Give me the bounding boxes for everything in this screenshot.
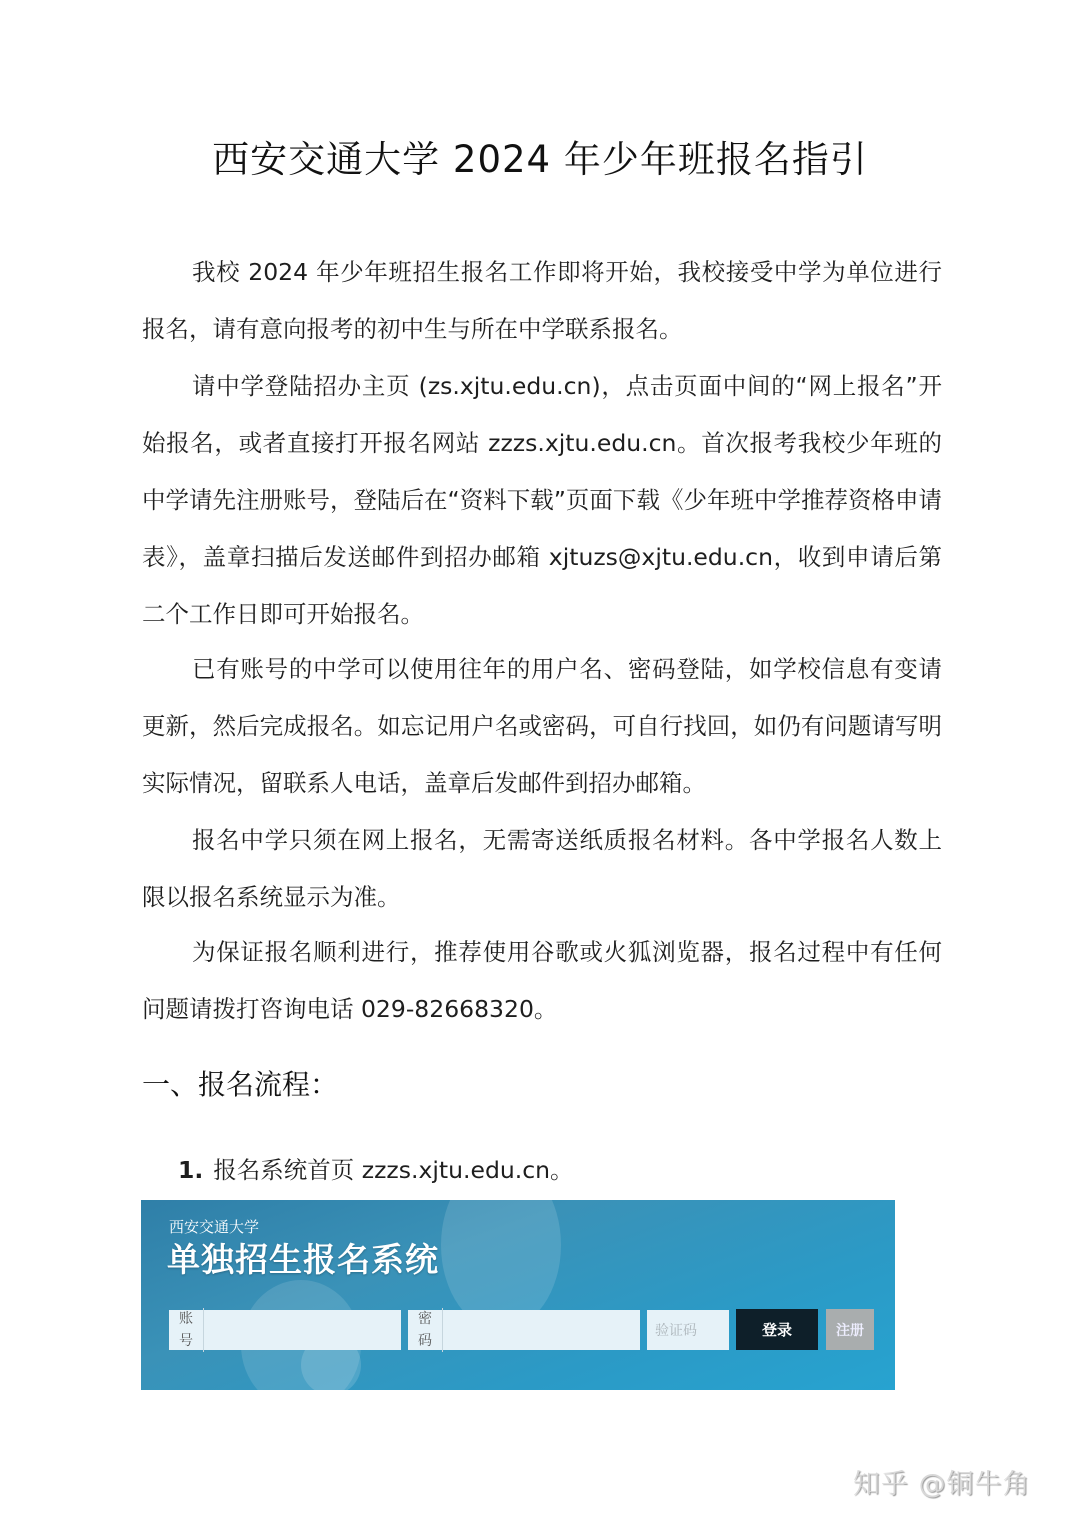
watermark: 知乎 @铜牛角	[853, 1469, 1031, 1500]
account-label: 账号	[169, 1308, 204, 1352]
paragraph-text: 报名中学只须在网上报名，无需寄送纸质报名材料。各中学报名人数上限以报名系统显示为准。	[142, 826, 942, 911]
system-name: 单独招生报名系统	[167, 1240, 439, 1279]
paragraph-instructions	[142, 358, 942, 643]
login-banner-screenshot	[141, 1200, 895, 1390]
password-input[interactable]	[443, 1310, 640, 1350]
account-field[interactable]	[169, 1310, 401, 1350]
step-item	[178, 1145, 574, 1195]
paragraph-intro	[142, 244, 942, 358]
paragraph-text: 为保证报名顺利进行，推荐使用谷歌或火狐浏览器，报名过程中有任何问题请拨打咨询电话 029-82668320。	[142, 938, 942, 1023]
password-label: 密码	[408, 1308, 443, 1352]
captcha-field[interactable]	[647, 1310, 729, 1350]
section-heading: 一、报名流程：	[142, 1068, 339, 1101]
paragraph-browser-contact	[142, 924, 942, 1038]
paragraph-online-only	[142, 812, 942, 926]
paragraph-existing-accounts	[142, 641, 942, 812]
university-name: 西安交通大学	[169, 1218, 260, 1236]
step-number: 1.	[178, 1156, 204, 1184]
password-field[interactable]	[408, 1310, 640, 1350]
paragraph-text: 我校 2024 年少年班招生报名工作即将开始，我校接受中学为单位进行报名，请有意向报考的初中生与所在中学联系报名。	[142, 258, 942, 343]
account-input[interactable]	[204, 1310, 401, 1350]
paragraph-text: 已有账号的中学可以使用往年的用户名、密码登陆，如学校信息有变请更新，然后完成报名。如忘记用户名或密码，可自行找回，如仍有问题请写明实际情况，留联系人电话，盖章后发邮件到招办邮箱。	[142, 655, 942, 797]
paragraph-text: 请中学登陆招办主页 (zs.xjtu.edu.cn)，点击页面中间的“网上报名”开始报名，或者直接打开报名网站 zzzs.xjtu.edu.cn。首次报考我校少年班的中学请先注册账号，登陆后在“资料下载”页面下载《少年班中学推荐资格申请表》，盖章扫描后发送邮件到招办邮箱 xjtuzs@xjtu.edu.cn，收到申请后第二个工作日即可开始报名。	[142, 372, 942, 628]
login-button[interactable]: 登录	[736, 1309, 818, 1350]
register-button[interactable]: 注册	[826, 1309, 874, 1350]
document-title: 西安交通大学 2024 年少年班报名指引	[212, 138, 868, 181]
step-text: 报名系统首页 zzzs.xjtu.edu.cn。	[213, 1156, 574, 1184]
